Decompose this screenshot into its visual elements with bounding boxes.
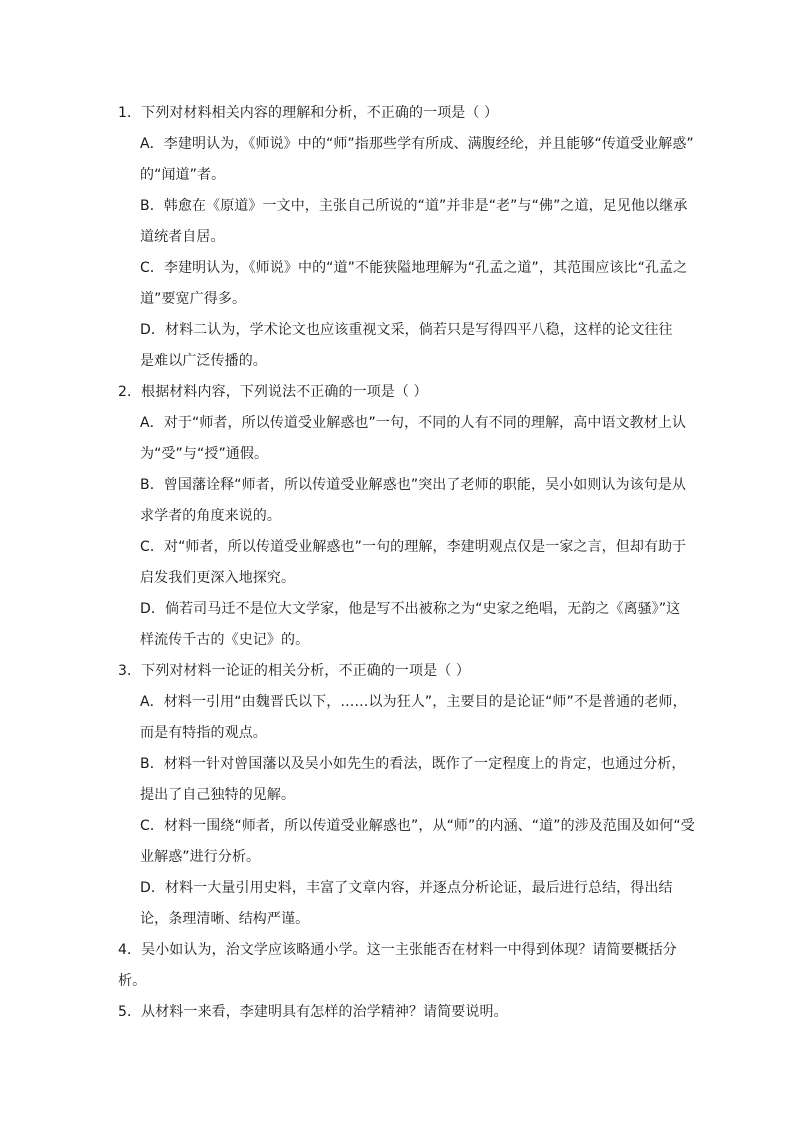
question-stem: 2．根据材料内容，下列说法不正确的一项是（ ） xyxy=(118,384,428,400)
option-d: D．材料二认为，学术论文也应该重视文采，倘若只是写得四平八稳，这样的论文往往 xyxy=(140,322,673,338)
question-5 xyxy=(118,997,688,1028)
option-c-continued: 启发我们更深入地探究。 xyxy=(140,570,296,586)
option-b-continued: 提出了自己独特的见解。 xyxy=(140,787,296,803)
option-d-continued: 论，条理清晰、结构严谨。 xyxy=(140,911,310,927)
option-b-continued: 求学者的角度来说的。 xyxy=(140,508,281,524)
option-b: B．材料一针对曾国藩以及吴小如先生的看法，既作了一定程度上的肯定，也通过分析， xyxy=(140,756,686,772)
question-stem: 5．从材料一来看，李建明具有怎样的治学精神？请简要说明。 xyxy=(118,1004,508,1020)
option-d-continued: 样流传千古的《史记》的。 xyxy=(140,632,310,648)
question-4 xyxy=(118,935,688,997)
exam-page xyxy=(118,98,695,1028)
option-a-continued: 而是有特指的观点。 xyxy=(140,725,267,741)
option-b: B．曾国藩诠释“师者，所以传道受业解惑也”突出了老师的职能，吴小如则认为该句是从 xyxy=(140,477,687,493)
question-stem: 4．吴小如认为，治文学应该略通小学。这一主张能否在材料一中得到体现？请简要概括分 xyxy=(118,942,677,958)
option-a-continued: 的“闻道”者。 xyxy=(140,167,226,183)
option-c: C．对“师者，所以传道受业解惑也”一句的理解，李建明观点仅是一家之言，但却有助于 xyxy=(140,539,687,555)
option-d: D．材料一大量引用史料，丰富了文章内容，并逐点分析论证，最后进行总结，得出结 xyxy=(140,880,673,896)
question-stem: 3．下列对材料一论证的相关分析，不正确的一项是（ ） xyxy=(118,663,470,679)
question-stem-continued: 析。 xyxy=(118,973,147,989)
option-a: A．对于“师者，所以传道受业解惑也”一句，不同的人有不同的理解，高中语文教材上认 xyxy=(140,415,687,431)
question-2 xyxy=(118,377,688,656)
option-c: C．材料一围绕“师者，所以传道受业解惑也”，从“师”的内涵、“道”的涉及范围及如何“受 xyxy=(140,818,695,834)
option-b-continued: 道统者自居。 xyxy=(140,229,225,245)
option-d-continued: 是难以广泛传播的。 xyxy=(140,353,267,369)
question-stem: 1．下列对材料相关内容的理解和分析，不正确的一项是（ ） xyxy=(118,105,499,121)
option-a: A．材料一引用“由魏晋氏以下，……以为狂人”，主要目的是论证“师”不是普通的老师， xyxy=(140,694,687,710)
option-c-continued: 道”要宽广得多。 xyxy=(140,291,247,307)
option-c: C．李建明认为，《师说》中的“道”不能狭隘地理解为“孔孟之道”，其范围应该比“孔孟之 xyxy=(140,260,688,276)
option-a: A．李建明认为，《师说》中的“师”指那些学有所成、满腹经纶，并且能够“传道受业解惑” xyxy=(140,136,694,152)
option-b: B．韩愈在《原道》一文中，主张自己所说的“道”并非是“老”与“佛”之道，足见他以继承 xyxy=(140,198,688,214)
option-d: D．倘若司马迁不是位大文学家，他是写不出被称之为“史家之绝唱，无韵之《离骚》”这 xyxy=(140,601,681,617)
option-a-continued: 为“受”与“授”通假。 xyxy=(140,446,269,462)
option-c-continued: 业解惑”进行分析。 xyxy=(140,849,261,865)
question-3 xyxy=(118,656,695,935)
question-1 xyxy=(118,98,694,377)
